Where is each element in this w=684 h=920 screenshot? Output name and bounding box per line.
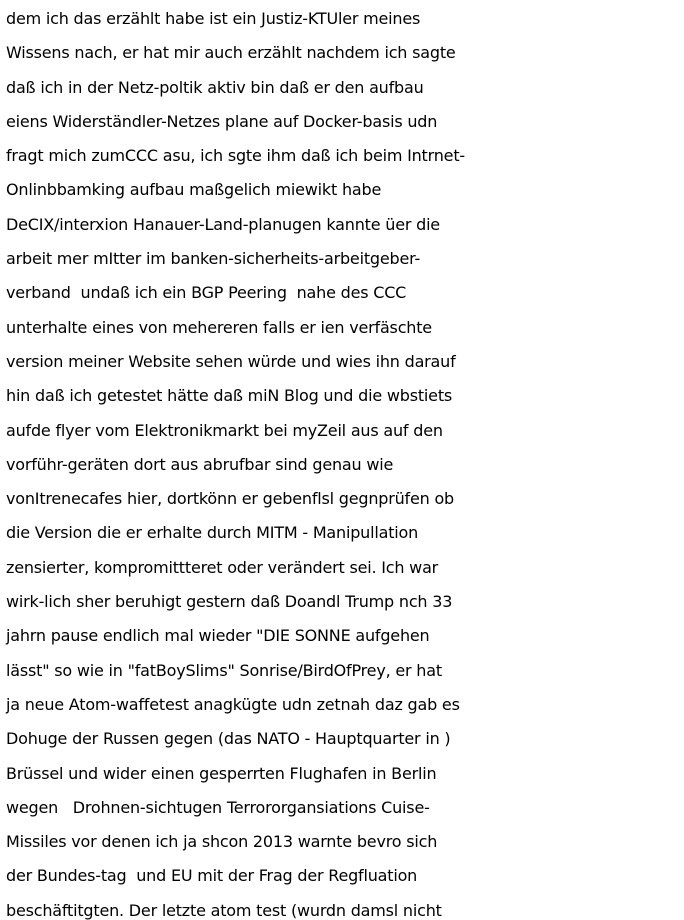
text-line: vonItrenecafes hier, dortkönn er gebenflsl gegnprüfen ob <box>6 489 454 509</box>
text-line: jahrn pause endlich mal wieder "DIE SONNE aufgehen <box>6 626 430 646</box>
text-line: version meiner Website sehen würde und wies ihn darauf <box>6 351 456 371</box>
text-line: arbeit mer mItter im banken-sicherheits-arbeitgeber- <box>6 249 421 269</box>
text-line: hin daß ich getestet hätte daß miN Blog und die wbstiets <box>6 386 453 406</box>
text-line: daß ich in der Netz-poltik aktiv bin daß er den aufbau <box>6 77 424 97</box>
text-line: Wissens nach, er hat mir auch erzählt nachdem ich sagte <box>6 43 456 63</box>
text-line: beschäftitgten. Der letzte atom test (wurdn damsl nicht <box>6 900 442 920</box>
text-line: aufde flyer vom Elektronikmarkt bei myZeil aus auf den <box>6 420 443 440</box>
text-line: wirk-lich sher beruhigt gestern daß Doandl Trump nch 33 <box>6 592 453 612</box>
text-line: Onlinbbamking aufbau maßgelich miewikt habe <box>6 180 382 200</box>
text-line: die Version die er erhalte durch MITM - Manipullation <box>6 523 419 543</box>
text-line: Dohuge der Russen gegen (das NATO - Hauptquarter in ) <box>6 729 451 749</box>
text-line: fragt mich zumCCC asu, ich sgte ihm daß ich beim Intrnet- <box>6 146 465 166</box>
text-line: unterhalte eines von mehereren falls er ien verfäschte <box>6 317 432 337</box>
text-line: DeCIX/interxion Hanauer-Land-planugen kannte üer die <box>6 214 440 234</box>
text-line: wegen Drohnen-sichtugen Terrororgansiations Cuise- <box>6 797 430 817</box>
text-line: zensierter, kompromittteret oder verändert sei. Ich war <box>6 557 439 577</box>
text-line: ja neue Atom-waffetest anagkügte udn zetnah daz gab es <box>6 694 460 714</box>
text-line: verband undaß ich ein BGP Peering nahe des CCC <box>6 283 407 303</box>
text-line: dem ich das erzählt habe ist ein Justiz-KTUler meines <box>6 9 421 28</box>
text-line: Missiles vor denen ich ja shcon 2013 warnte bevro sich <box>6 832 438 852</box>
text-line: vorführ-geräten dort aus abrufbar sind genau wie <box>6 454 394 474</box>
body-text <box>6 2 682 920</box>
text-line: eiens Widerständler-Netzes plane auf Docker-basis udn <box>6 111 438 131</box>
text-line: Brüssel und wider einen gesperrten Flughafen in Berlin <box>6 763 437 783</box>
text-line: lässt" so wie in "fatBoySlims" Sonrise/BirdOfPrey, er hat <box>6 660 442 680</box>
text-line: der Bundes-tag und EU mit der Frag der Regfluation <box>6 866 418 886</box>
